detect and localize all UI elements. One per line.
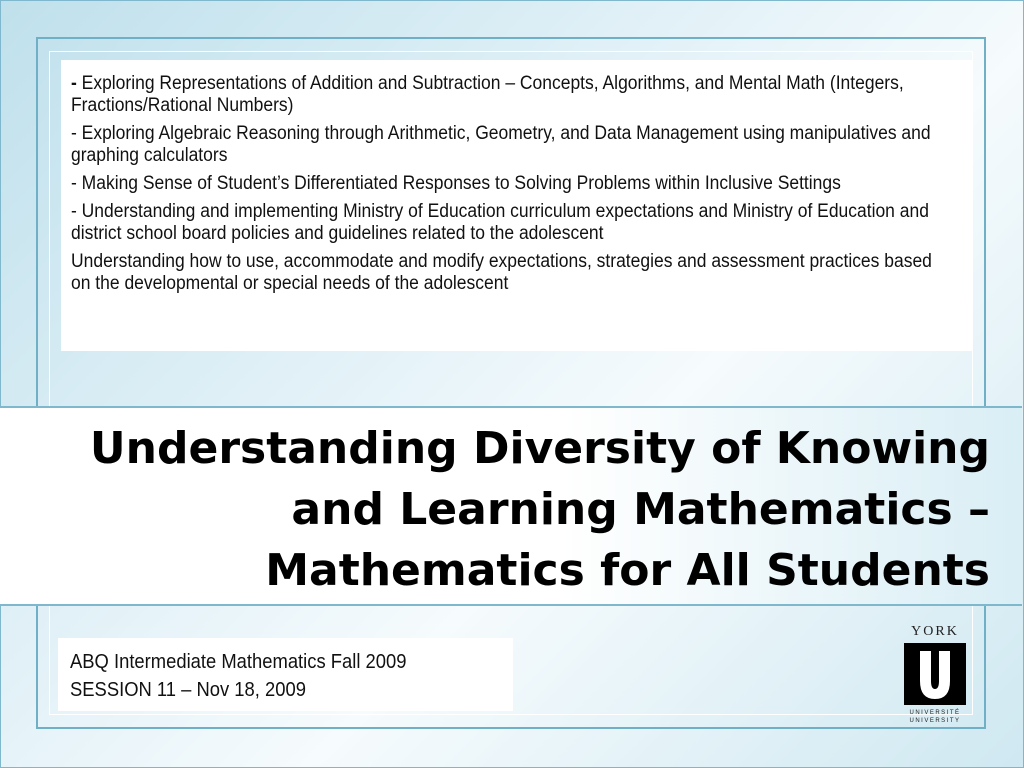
session-date: SESSION 11 – Nov 18, 2009 (70, 679, 306, 701)
york-u-icon (904, 643, 966, 705)
topic-text: Understanding how to use, accommodate and modify expectations, strategies and assessment practices based on the developmental or special needs of the adolescent (71, 251, 932, 294)
topic-text: - Making Sense of Student’s Differentiated Responses to Solving Problems within Inclusive Settings (71, 173, 841, 194)
york-university-logo (902, 624, 968, 724)
topic-text: - Exploring Algebraic Reasoning through Arithmetic, Geometry, and Data Management using manipulatives and graphing calculators (71, 123, 931, 166)
slide-title (30, 418, 990, 601)
logo-french: UNIVERSITÉ (909, 710, 961, 716)
topics-box (61, 60, 972, 351)
title-band (0, 406, 1022, 606)
session-box (58, 638, 513, 711)
topic-text: - Understanding and implementing Ministry of Education curriculum expectations and Ministry of Education and district school board policies and guidelines related to the adolescent (71, 201, 929, 244)
topic-item (71, 173, 936, 195)
title-line: Understanding Diversity of Knowing (89, 423, 990, 474)
topic-text: Exploring Representations of Addition and Subtraction – Concepts, Algorithms, and Mental Math (Integers, Fractions/Rational Numbers) (71, 73, 904, 116)
logo-wordmark-bottom (902, 709, 968, 725)
logo-english: UNIVERSITY (909, 718, 961, 724)
logo-wordmark-top: YORK (911, 624, 959, 639)
topic-item (71, 123, 936, 167)
topic-item (71, 73, 936, 117)
topic-item (71, 251, 936, 295)
title-line: Mathematics for All Students (265, 545, 990, 596)
topic-item (71, 201, 936, 245)
topic-bullet-dash: - (71, 73, 77, 94)
title-line: and Learning Mathematics – (291, 484, 990, 535)
course-name: ABQ Intermediate Mathematics Fall 2009 (70, 651, 407, 673)
